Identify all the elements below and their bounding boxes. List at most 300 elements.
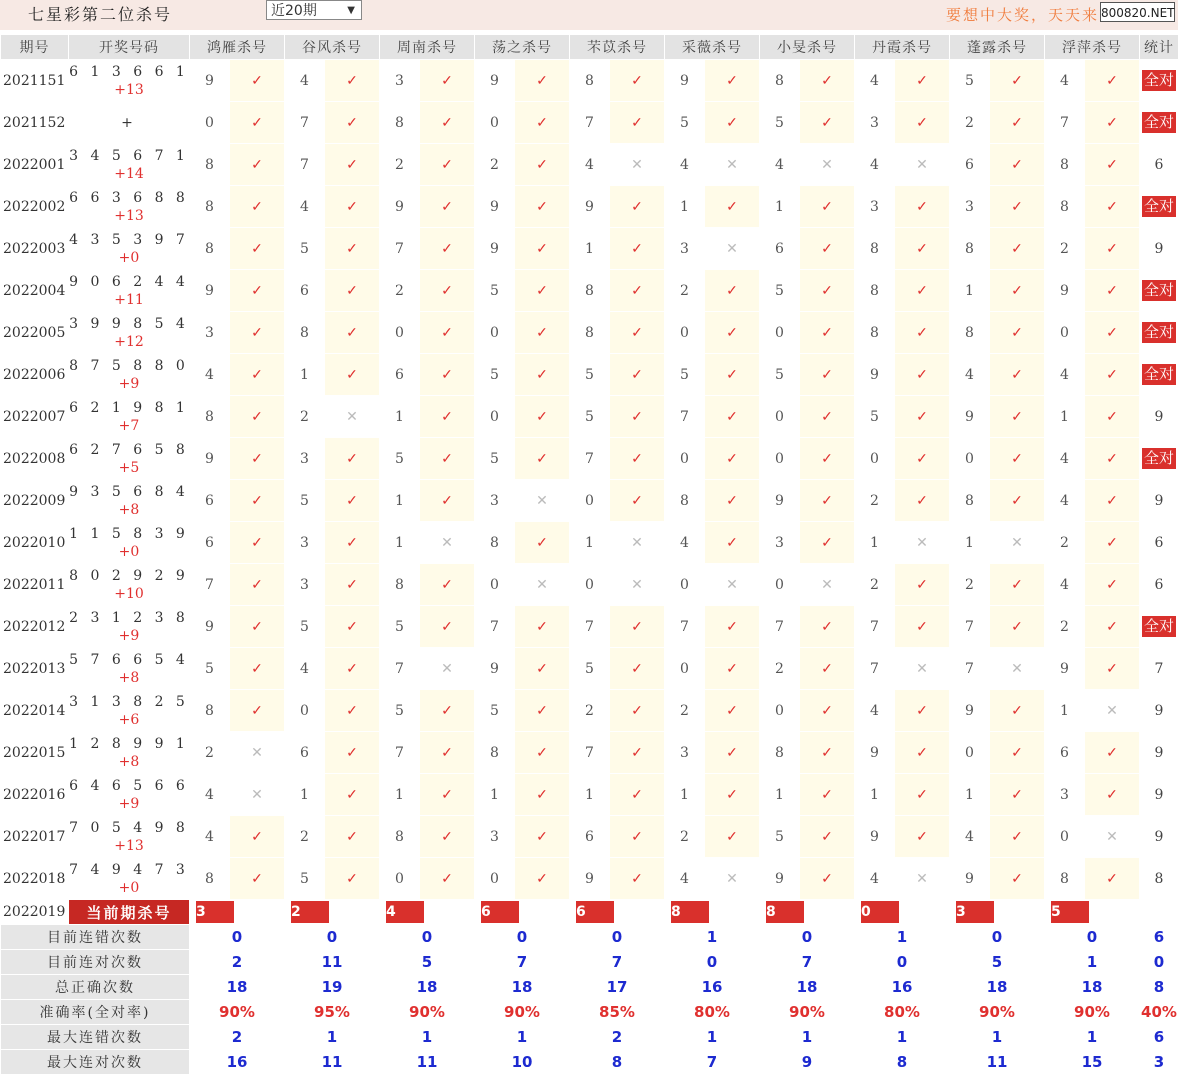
- check-icon: ✓: [230, 480, 285, 522]
- draw-extra: +14: [114, 165, 144, 182]
- kill-number: 3: [760, 522, 800, 564]
- check-icon: ✓: [610, 186, 665, 228]
- cross-icon: ✕: [1085, 690, 1140, 732]
- cross-icon: ✕: [895, 522, 950, 564]
- check-icon: ✓: [420, 606, 475, 648]
- table-row: [1, 396, 1178, 438]
- kill-number: 8: [190, 858, 230, 900]
- stats-value: 16: [190, 1050, 285, 1075]
- check-icon: ✓: [325, 270, 380, 312]
- kill-number: 8: [1045, 186, 1085, 228]
- kill-number: 7: [285, 102, 325, 144]
- stats-total: 8: [1140, 975, 1178, 1000]
- kill-number: 8: [760, 60, 800, 102]
- row-stat: 8: [1140, 858, 1178, 900]
- cross-icon: ✕: [990, 522, 1045, 564]
- check-icon: ✓: [515, 606, 570, 648]
- col-expert-2: 周南杀号: [380, 35, 475, 60]
- check-icon: ✓: [325, 690, 380, 732]
- cross-icon: ✕: [515, 480, 570, 522]
- kill-number: 5: [190, 648, 230, 690]
- row-stat: 7: [1140, 648, 1178, 690]
- check-icon: ✓: [1085, 564, 1140, 606]
- cross-icon: ✕: [800, 144, 855, 186]
- row-stat: [1140, 270, 1178, 312]
- stats-value: 18: [475, 975, 570, 1000]
- period-select[interactable]: [266, 0, 362, 20]
- check-icon: ✓: [990, 438, 1045, 480]
- stats-value: 17: [570, 975, 665, 1000]
- kill-number: 0: [475, 564, 515, 606]
- kill-number: 2: [760, 648, 800, 690]
- kill-number: 3: [285, 564, 325, 606]
- kill-number: 9: [665, 60, 705, 102]
- kill-number: 0: [665, 648, 705, 690]
- draw-extra: +13: [114, 207, 144, 224]
- check-icon: ✓: [420, 396, 475, 438]
- draw-numbers: [69, 228, 190, 270]
- kill-number: 2: [570, 690, 610, 732]
- draw-numbers: [69, 564, 190, 606]
- kill-number: 4: [665, 858, 705, 900]
- check-icon: ✓: [325, 774, 380, 816]
- stats-label: 目前连对次数: [1, 950, 190, 975]
- check-icon: ✓: [705, 606, 760, 648]
- all-right-badge: 全对: [1143, 323, 1174, 341]
- kill-number: 6: [760, 228, 800, 270]
- check-icon: ✓: [895, 564, 950, 606]
- stats-value: 1: [285, 1025, 380, 1050]
- check-icon: ✓: [610, 270, 665, 312]
- check-icon: ✓: [990, 312, 1045, 354]
- draw-extra: +9: [118, 795, 140, 812]
- check-icon: ✓: [1085, 396, 1140, 438]
- kill-number: 2: [665, 816, 705, 858]
- check-icon: ✓: [325, 228, 380, 270]
- kill-number: 8: [190, 186, 230, 228]
- check-icon: ✓: [610, 60, 665, 102]
- stats-value: 1: [475, 1025, 570, 1050]
- check-icon: ✓: [705, 60, 760, 102]
- check-icon: ✓: [705, 438, 760, 480]
- kill-number: 1: [855, 522, 895, 564]
- kill-number: 0: [475, 312, 515, 354]
- stats-value: 0: [950, 925, 1045, 950]
- check-icon: ✓: [230, 690, 285, 732]
- draw-digits: 6 1 3 6 6 1: [69, 63, 189, 80]
- check-icon: ✓: [800, 606, 855, 648]
- draw-digits: 9 3 5 6 8 4: [69, 483, 189, 500]
- check-icon: ✓: [1085, 774, 1140, 816]
- current-kill-label: 当前期杀号: [69, 900, 190, 925]
- cross-icon: ✕: [230, 732, 285, 774]
- table-row: [1, 648, 1178, 690]
- check-icon: ✓: [610, 690, 665, 732]
- row-stat: [1140, 606, 1178, 648]
- kill-number: 4: [1045, 354, 1085, 396]
- kill-number: 0: [665, 438, 705, 480]
- kill-number: 6: [190, 522, 230, 564]
- issue-number: 2022016: [1, 774, 69, 816]
- draw-digits: 9 0 6 2 4 4: [69, 273, 189, 290]
- kill-number: 4: [665, 144, 705, 186]
- table-header-row: [1, 35, 1178, 60]
- check-icon: ✓: [895, 480, 950, 522]
- kill-number: 7: [570, 102, 610, 144]
- check-icon: ✓: [895, 102, 950, 144]
- kill-number: 4: [950, 816, 990, 858]
- kill-number: 8: [380, 816, 420, 858]
- check-icon: ✓: [610, 774, 665, 816]
- check-icon: ✓: [420, 774, 475, 816]
- stats-value: 18: [1045, 975, 1140, 1000]
- stats-value: 0: [855, 950, 950, 975]
- kill-number: 0: [760, 312, 800, 354]
- kill-number: 4: [285, 648, 325, 690]
- stats-row: [1, 1050, 1178, 1075]
- issue-number: 2022008: [1, 438, 69, 480]
- draw-digits: 1 2 8 9 9 1: [69, 735, 189, 752]
- kill-number: 6: [285, 270, 325, 312]
- check-icon: ✓: [325, 144, 380, 186]
- check-icon: ✓: [895, 186, 950, 228]
- check-icon: ✓: [1085, 858, 1140, 900]
- current-kill-number: 8: [766, 901, 804, 923]
- check-icon: ✓: [610, 480, 665, 522]
- kill-number: 0: [380, 858, 420, 900]
- kill-number: 8: [570, 60, 610, 102]
- stats-value: 7: [760, 950, 855, 975]
- cross-icon: ✕: [1085, 816, 1140, 858]
- stats-value: 90%: [1045, 1000, 1140, 1025]
- kill-number: 5: [285, 606, 325, 648]
- draw-numbers: [69, 186, 190, 228]
- issue-number: 2022001: [1, 144, 69, 186]
- kill-number: 2: [1045, 522, 1085, 564]
- kill-number: 4: [855, 690, 895, 732]
- current-kill-cell: [570, 900, 665, 925]
- stats-value: 0: [1045, 925, 1140, 950]
- col-expert-4: 芣苡杀号: [570, 35, 665, 60]
- kill-number: 9: [760, 858, 800, 900]
- kill-number: 0: [475, 858, 515, 900]
- stats-value: 5: [380, 950, 475, 975]
- check-icon: ✓: [325, 438, 380, 480]
- table-row: [1, 102, 1178, 144]
- kill-number: 9: [475, 60, 515, 102]
- kill-number: 5: [760, 816, 800, 858]
- stats-value: 0: [380, 925, 475, 950]
- check-icon: ✓: [325, 312, 380, 354]
- check-icon: ✓: [515, 438, 570, 480]
- table-row: [1, 732, 1178, 774]
- table-row: [1, 690, 1178, 732]
- check-icon: ✓: [1085, 606, 1140, 648]
- kill-number: 9: [760, 480, 800, 522]
- check-icon: ✓: [800, 186, 855, 228]
- issue-number: 2022012: [1, 606, 69, 648]
- table-row: [1, 60, 1178, 102]
- kill-number: 8: [950, 480, 990, 522]
- check-icon: ✓: [895, 60, 950, 102]
- all-right-badge: 全对: [1143, 365, 1174, 383]
- kill-number: 0: [475, 396, 515, 438]
- kill-number: 9: [570, 186, 610, 228]
- issue-number: 2022003: [1, 228, 69, 270]
- kill-number: 5: [380, 438, 420, 480]
- check-icon: ✓: [800, 522, 855, 564]
- kill-number: 7: [190, 564, 230, 606]
- draw-numbers: [69, 606, 190, 648]
- check-icon: ✓: [705, 186, 760, 228]
- check-icon: ✓: [705, 102, 760, 144]
- stats-row: [1, 950, 1178, 975]
- check-icon: ✓: [990, 228, 1045, 270]
- kill-number: 8: [855, 228, 895, 270]
- top-bar: [0, 0, 1178, 30]
- check-icon: ✓: [420, 354, 475, 396]
- stats-value: 18: [760, 975, 855, 1000]
- kill-number: 6: [950, 144, 990, 186]
- check-icon: ✓: [230, 522, 285, 564]
- check-icon: ✓: [990, 396, 1045, 438]
- check-icon: ✓: [325, 648, 380, 690]
- check-icon: ✓: [990, 858, 1045, 900]
- kill-number: 7: [855, 606, 895, 648]
- row-stat: 6: [1140, 522, 1178, 564]
- stats-value: 2: [190, 1025, 285, 1050]
- kill-number: 0: [190, 102, 230, 144]
- kill-number: 5: [665, 102, 705, 144]
- kill-number: 4: [1045, 60, 1085, 102]
- check-icon: ✓: [895, 774, 950, 816]
- kill-number: 1: [380, 522, 420, 564]
- check-icon: ✓: [800, 60, 855, 102]
- draw-extra: +13: [114, 81, 144, 98]
- check-icon: ✓: [230, 816, 285, 858]
- check-icon: ✓: [420, 228, 475, 270]
- row-stat: 6: [1140, 144, 1178, 186]
- stats-value: 8: [855, 1050, 950, 1075]
- kill-number: 4: [665, 522, 705, 564]
- issue-number: 2022005: [1, 312, 69, 354]
- check-icon: ✓: [990, 186, 1045, 228]
- stats-value: 0: [665, 950, 760, 975]
- stats-value: 7: [665, 1050, 760, 1075]
- all-right-badge: 全对: [1143, 449, 1174, 467]
- check-icon: ✓: [990, 606, 1045, 648]
- kill-number: 7: [855, 648, 895, 690]
- kill-number: 3: [1045, 774, 1085, 816]
- current-kill-cell: [665, 900, 760, 925]
- check-icon: ✓: [1085, 144, 1140, 186]
- stats-value: 18: [950, 975, 1045, 1000]
- kill-number: 3: [665, 228, 705, 270]
- slogan-marquee: 要想中大奖，天天来: [946, 6, 1100, 24]
- kill-number: 8: [380, 102, 420, 144]
- table-row: [1, 858, 1178, 900]
- check-icon: ✓: [515, 354, 570, 396]
- check-icon: ✓: [800, 774, 855, 816]
- stats-value: 90%: [760, 1000, 855, 1025]
- check-icon: ✓: [610, 732, 665, 774]
- stats-value: 0: [760, 925, 855, 950]
- col-expert-9: 浮萍杀号: [1045, 35, 1140, 60]
- table-row: [1, 228, 1178, 270]
- check-icon: ✓: [515, 270, 570, 312]
- check-icon: ✓: [895, 438, 950, 480]
- table-row: [1, 270, 1178, 312]
- kill-number: 9: [190, 606, 230, 648]
- check-icon: ✓: [230, 60, 285, 102]
- check-icon: ✓: [230, 186, 285, 228]
- check-icon: ✓: [705, 354, 760, 396]
- kill-number: 0: [760, 690, 800, 732]
- cross-icon: ✕: [230, 774, 285, 816]
- check-icon: ✓: [705, 522, 760, 564]
- check-icon: ✓: [990, 270, 1045, 312]
- kill-number: 6: [1045, 732, 1085, 774]
- kill-number: 3: [285, 522, 325, 564]
- stats-value: 90%: [475, 1000, 570, 1025]
- kill-number: 4: [285, 60, 325, 102]
- check-icon: ✓: [325, 732, 380, 774]
- draw-numbers: [69, 648, 190, 690]
- kill-number: 7: [475, 606, 515, 648]
- page-title: 七星彩第二位杀号: [28, 5, 173, 24]
- stats-value: 11: [285, 1050, 380, 1075]
- kill-number: 7: [665, 396, 705, 438]
- draw-numbers: [69, 690, 190, 732]
- check-icon: ✓: [325, 564, 380, 606]
- col-expert-5: 采薇杀号: [665, 35, 760, 60]
- stats-value: 19: [285, 975, 380, 1000]
- kill-number: 7: [570, 732, 610, 774]
- kill-number: 1: [285, 354, 325, 396]
- check-icon: ✓: [1085, 312, 1140, 354]
- stats-value: 1: [950, 1025, 1045, 1050]
- kill-number: 0: [1045, 312, 1085, 354]
- issue-number: 2022010: [1, 522, 69, 564]
- site-badge[interactable]: 800820.NET: [1100, 2, 1175, 22]
- table-row: [1, 564, 1178, 606]
- kill-number: 7: [760, 606, 800, 648]
- stats-value: 90%: [190, 1000, 285, 1025]
- draw-digits: 7 0 5 4 9 8: [69, 819, 189, 836]
- kill-number: 1: [570, 774, 610, 816]
- check-icon: ✓: [420, 816, 475, 858]
- stats-value: 5: [950, 950, 1045, 975]
- draw-digits: 6 2 1 9 8 1: [69, 399, 189, 416]
- draw-digits: 3 9 9 8 5 4: [69, 315, 189, 332]
- check-icon: ✓: [230, 564, 285, 606]
- draw-digits: 3 4 5 6 7 1: [69, 147, 189, 164]
- stats-label: 准确率(全对率): [1, 1000, 190, 1025]
- stats-total: 6: [1140, 1025, 1178, 1050]
- check-icon: ✓: [325, 186, 380, 228]
- cross-icon: ✕: [515, 564, 570, 606]
- check-icon: ✓: [800, 438, 855, 480]
- current-kill-number: 2: [291, 901, 329, 923]
- cross-icon: ✕: [705, 144, 760, 186]
- check-icon: ✓: [610, 438, 665, 480]
- kill-number: 9: [190, 270, 230, 312]
- kill-number: 0: [475, 102, 515, 144]
- draw-numbers: [69, 774, 190, 816]
- cross-icon: ✕: [610, 522, 665, 564]
- kill-number: 2: [285, 816, 325, 858]
- kill-number: 0: [285, 690, 325, 732]
- kill-number: 4: [1045, 480, 1085, 522]
- draw-digits: 5 7 6 6 5 4: [69, 651, 189, 668]
- draw-extra: +9: [118, 627, 140, 644]
- row-stat: 9: [1140, 732, 1178, 774]
- kill-number: 8: [1045, 858, 1085, 900]
- check-icon: ✓: [800, 270, 855, 312]
- check-icon: ✓: [515, 144, 570, 186]
- check-icon: ✓: [610, 606, 665, 648]
- check-icon: ✓: [230, 270, 285, 312]
- kill-number: 5: [285, 858, 325, 900]
- check-icon: ✓: [1085, 522, 1140, 564]
- check-icon: ✓: [990, 732, 1045, 774]
- kill-number: 5: [475, 438, 515, 480]
- check-icon: ✓: [230, 228, 285, 270]
- kill-number: 2: [855, 480, 895, 522]
- check-icon: ✓: [610, 816, 665, 858]
- table-row: [1, 186, 1178, 228]
- stats-label: 最大连错次数: [1, 1025, 190, 1050]
- stats-value: 11: [950, 1050, 1045, 1075]
- kill-number: 0: [570, 564, 610, 606]
- check-icon: ✓: [990, 60, 1045, 102]
- check-icon: ✓: [800, 396, 855, 438]
- table-row: [1, 144, 1178, 186]
- kill-number: 4: [855, 60, 895, 102]
- check-icon: ✓: [1085, 186, 1140, 228]
- stats-value: 0: [475, 925, 570, 950]
- kill-number: 3: [855, 102, 895, 144]
- kill-number: 8: [475, 522, 515, 564]
- check-icon: ✓: [325, 354, 380, 396]
- kill-number: 7: [570, 438, 610, 480]
- draw-digits: 6 2 7 6 5 8: [69, 441, 189, 458]
- col-stat: 统计: [1140, 35, 1178, 60]
- check-icon: ✓: [515, 648, 570, 690]
- stats-value: 10: [475, 1050, 570, 1075]
- check-icon: ✓: [800, 354, 855, 396]
- check-icon: ✓: [800, 102, 855, 144]
- draw-extra: +0: [118, 249, 140, 266]
- check-icon: ✓: [610, 228, 665, 270]
- kill-number: 6: [285, 732, 325, 774]
- check-icon: ✓: [515, 690, 570, 732]
- kill-number: 5: [665, 354, 705, 396]
- check-icon: ✓: [230, 396, 285, 438]
- col-issue: 期号: [1, 35, 69, 60]
- check-icon: ✓: [990, 564, 1045, 606]
- kill-number: 8: [380, 564, 420, 606]
- table-row: [1, 438, 1178, 480]
- kill-number: 7: [285, 144, 325, 186]
- draw-extra: +5: [118, 459, 140, 476]
- stats-value: 9: [760, 1050, 855, 1075]
- kill-number: 8: [855, 270, 895, 312]
- row-stat: 9: [1140, 396, 1178, 438]
- issue-number: 2022018: [1, 858, 69, 900]
- check-icon: ✓: [895, 690, 950, 732]
- check-icon: ✓: [420, 186, 475, 228]
